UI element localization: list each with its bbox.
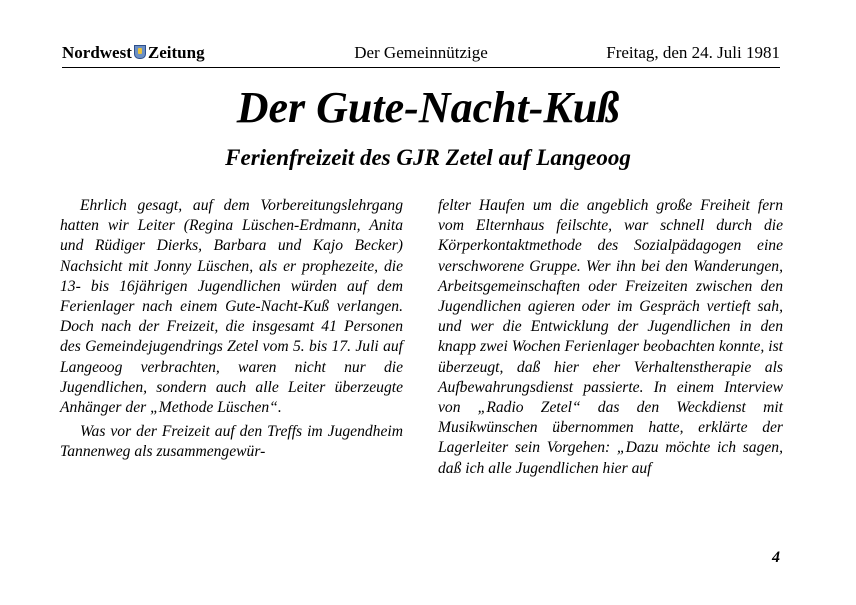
right-paragraph: felter Haufen um die angeblich große Freiheit fern vom Elternhaus feilschte, war schnell durch die Körperkontaktmethode des Sozialpädagogen eine verschworene Gruppe. Wer ihn bei den Wanderungen, Arbeitsgemeinschaften oder Freizeiten zwischen den Jugendlichen agieren oder im Gespräch vertieft sah, und wer die Entwicklung der Jugendlichen in den knapp zwei Wochen Ferienlager beobachten konnte, ist überzeugt, daß hier eher Verhaltenstherapie als Aufbewahrungsdienst passierte. In einem Interview von „Radio Zetel“ das den Weckdienst mit Musikwünschen übernommen hatte, erklärte der Lagerleiter sein Vorgehen: „Dazu möchte ich sagen, daß ich alle Jugendlichen hier auf	[438, 197, 783, 477]
article-title: Der Gute-Nacht-Kuß	[236, 83, 620, 132]
article-column-left	[60, 196, 403, 463]
section-name: Der Gemeinnützige	[354, 43, 488, 62]
brand-name-part1: Nordwest	[62, 43, 132, 62]
brand-name-part2: Zeitung	[147, 43, 205, 62]
left-paragraph-1: Ehrlich gesagt, auf dem Vorbereitungslehrgang hatten wir Leiter (Regina Lüschen-Erdmann, Anita und Rüdiger Dierks, Barbara und Kajo Becker) Nachsicht mit Jonny Lüschen, als er prophezeite, die 13- bis 16jährigen Jugendlichen würden auf dem Ferienlager nach einem Gute-Nacht-Kuß verlangen. Doch nach der Freizeit, die insgesamt 41 Personen des Gemeindejugendrings Zetel vom 5. bis 17. Juli auf Langeoog verbrachten, waren nicht nur die Jugendlichen, sondern auch alle Leiter überzeugte Anhänger der „Methode Lüschen“.	[60, 197, 403, 417]
issue-date: Freitag, den 24. Juli 1981	[606, 43, 780, 62]
page-header	[62, 43, 780, 68]
page-number: 4	[772, 549, 780, 566]
article-subtitle: Ferienfreizeit des GJR Zetel auf Langeoog	[225, 145, 631, 170]
left-paragraph-2: Was vor der Freizeit auf den Treffs im Jugendheim Tannenweg als zusammengewür-	[60, 423, 403, 461]
article-column-right	[438, 196, 783, 479]
